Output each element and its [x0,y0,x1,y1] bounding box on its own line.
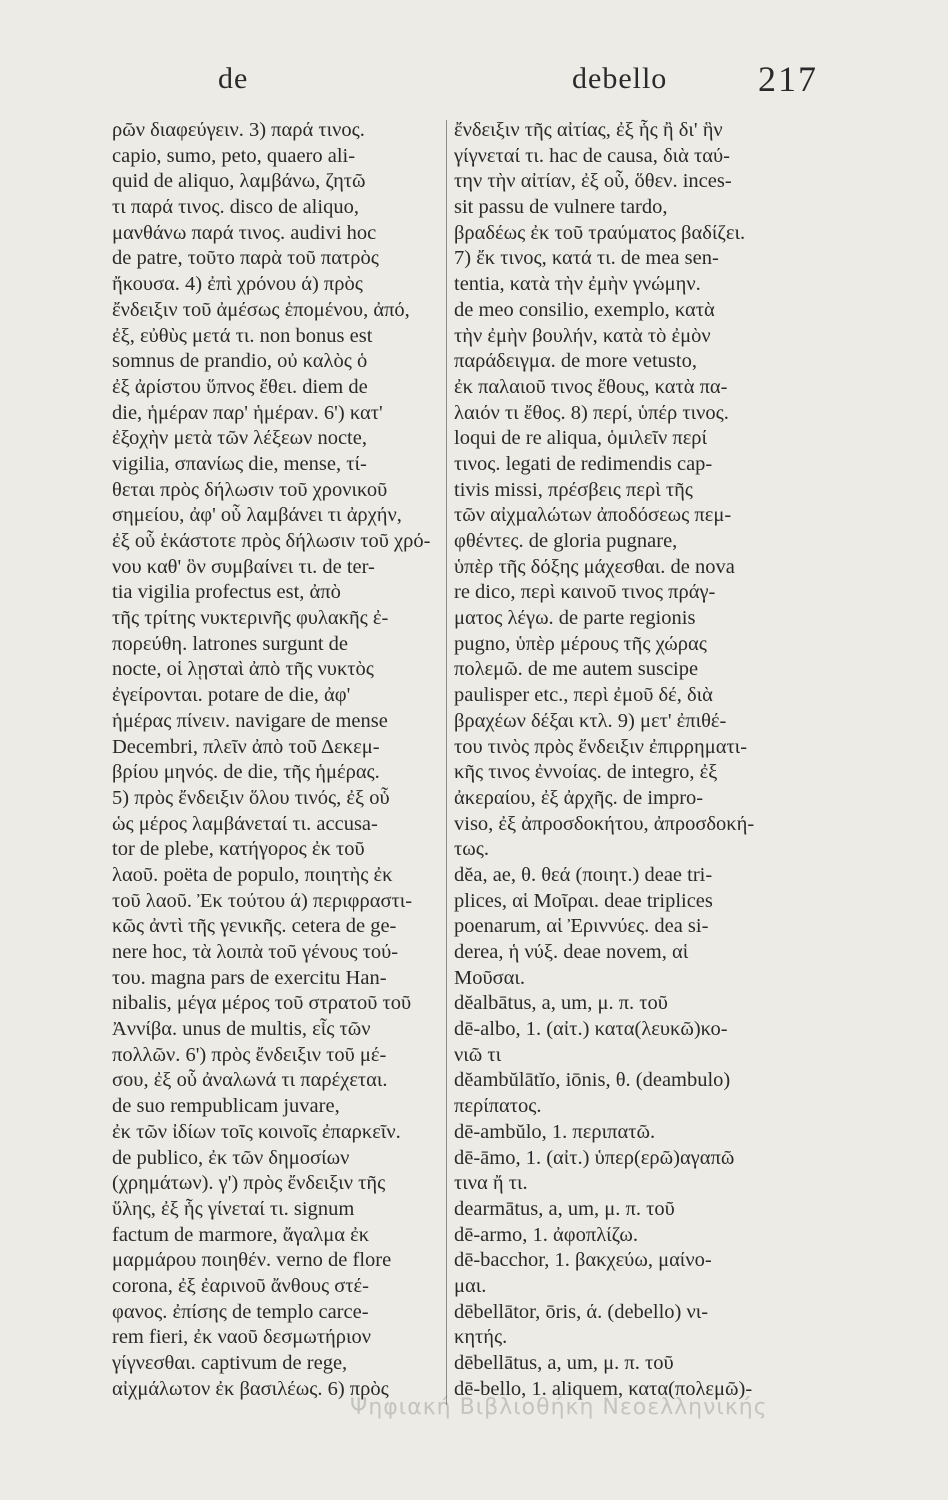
right-column-line: sit passu de vulnere tardo, [454,196,668,219]
right-column-line: πολεμῶ. de me autem suscipe [454,658,699,681]
right-column-line: τινα ἤ τι. [454,1172,528,1195]
right-column-line: Μοῦσαι. [454,966,526,989]
right-column-line: dĕambŭlātĭo, iōnis, θ. (deambulo) [454,1069,731,1092]
left-column-line: λαοῦ. poëta de populo, ποιητὴς ἐκ [112,863,393,886]
left-column-line: de publico, ἐκ τῶν δημοσίων [112,1146,350,1169]
right-column-line: dĕa, ae, θ. θεά (ποιητ.) deae tri- [454,863,713,886]
right-column-line: τὴν ἐμὴν βουλήν, κατὰ τὸ ἐμὸν [454,324,711,347]
left-column-line: ὡς μέρος λαμβάνεταί τι. accusa- [112,812,378,835]
right-guide-word: debello [572,62,668,95]
right-column-line: τῶν αἰχμαλώτων ἀποδόσεως πεμ- [454,504,732,527]
right-column-line: dē-ambŭlo, 1. περιπατῶ. [454,1120,656,1143]
left-column-line: quid de aliquo, λαμβάνω, ζητῶ [112,170,366,193]
column-divider [446,120,447,1405]
left-column-line: ἔνδειξιν τοῦ ἀμέσως ἑπομένου, ἀπό, [112,298,410,321]
left-column-line: τι παρά τινος. disco de aliquo, [112,196,359,219]
right-column-line: λαιόν τι ἔθος. 8) περί, ὑπέρ τινος. [454,401,729,424]
right-column-line: ματος λέγω. de parte regionis [454,607,696,630]
page-number: 217 [758,59,818,99]
library-watermark: Ψηφιακή Βιβλιοθήκη Νεοελληνικής [350,1395,768,1420]
left-column-line: de patre, τοῦτο παρὰ τοῦ πατρὸς [112,247,379,270]
left-column-line: τῆς τρίτης νυκτερινῆς φυλακῆς ἐ- [112,607,389,630]
left-column-line: die, ἡμέραν παρ' ἡμέραν. 6') κατ' [112,401,383,424]
left-column-line: vigilia, σπανίως die, mense, τί- [112,452,367,475]
right-column-line: γίγνεταί τι. hac de causa, διὰ ταύ- [454,144,730,167]
left-column-line: ἡμέρας πίνειν. navigare de mense [112,709,388,732]
left-column-line: σου, ἐξ οὗ ἀναλωνά τι παρέχεται. [112,1069,388,1092]
right-column-line: του τινὸς πρὸς ἔνδειξιν ἐπιρρηματι- [454,735,748,758]
right-column-line: derea, ἡ νύξ. deae novem, αἱ [454,941,689,963]
right-column-line: dē-albo, 1. (αἰτ.) κατα(λευκῶ)κο- [454,1018,728,1041]
left-column-line: nibalis, μέγα μέρος τοῦ στρατοῦ τοῦ [112,992,412,1015]
left-column-line: ὕλης, ἐξ ἧς γίνεταί τι. signum [112,1197,355,1220]
left-column-line: factum de marmore, ἄγαλμα ἐκ [112,1223,370,1246]
right-column-line: φθέντες. de gloria pugnare, [454,530,678,552]
right-column-line: re dico, περὶ καινοῦ τινος πράγ- [454,581,716,604]
left-column-line: de suo rempublicam juvare, [112,1095,340,1118]
left-column-line: σημείου, ἀφ' οὗ λαμβάνει τι ἀρχήν, [112,504,402,527]
right-column-line: dē-bello, 1. aliquem, κατα(πολεμῶ)- [454,1377,753,1400]
left-column-line: βρίου μηνός. de die, τῆς ἡμέρας. [112,761,380,784]
right-column-line: viso, ἐξ ἀπροσδοκήτου, ἀπροσδοκή- [454,812,755,835]
left-column-line: nere hoc, τὰ λοιπὰ τοῦ γένους τού- [112,941,399,963]
left-column-line: φανος. ἐπίσης de templo carce- [112,1300,369,1323]
left-column [112,118,442,1402]
right-column-line: dēbellātus, a, um, μ. π. τοῦ [454,1352,674,1374]
right-column-line: dē-bacchor, 1. βακχεύω, μαίνο- [454,1249,712,1272]
left-column-line: μαρμάρου ποιηθέν. verno de flore [112,1249,392,1272]
right-column-line: tivis missi, πρέσβεις περὶ τῆς [454,478,693,501]
left-column-line: του. magna pars de exercitu Han- [112,966,387,989]
left-column-line: Decembri, πλεῖν ἀπὸ τοῦ Δεκεμ- [112,735,380,758]
right-column-line: ὑπὲρ τῆς δόξης μάχεσθαι. de nova [454,555,735,578]
left-guide-word: de [218,62,249,95]
left-column-line: ἤκουσα. 4) ἐπὶ χρόνου ά) πρὸς [112,273,363,296]
left-column-line: νου καθ' ὃν συμβαίνει τι. de ter- [112,555,375,578]
right-column-line: pugno, ὑπὲρ μέρους τῆς χώρας [454,632,707,655]
left-column-line: ἐξ οὗ ἑκάστοτε πρὸς δήλωσιν τοῦ χρό- [112,530,431,552]
right-column-line: νιῶ τι [454,1043,502,1066]
right-column-line: βραχέων δέξαι κτλ. 9) μετ' ἐπιθέ- [454,709,727,732]
right-column-line: κητής. [454,1326,508,1349]
left-column-line: ρῶν διαφεύγειν. 3) παρά τινος. [112,119,365,141]
left-column-line: κῶς ἀντὶ τῆς γενικῆς. cetera de ge- [112,915,397,938]
left-column-line: tor de plebe, κατήγορος ἐκ τοῦ [112,838,365,861]
running-header [0,58,948,108]
right-column-line: μαι. [454,1274,487,1297]
left-column-line: tia vigilia profectus est, ἀπὸ [112,581,341,604]
left-column-line: 5) πρὸς ἔνδειξιν ὅλου τινός, ἐξ οὗ [112,786,390,809]
left-column-line: αἰχμάλωτον ἐκ βασιλέως. 6) πρὸς [112,1377,389,1400]
left-column-line: πολλῶν. 6') πρὸς ἔνδειξιν τοῦ μέ- [112,1043,387,1066]
left-column-line: μανθάνω παρά τινος. audivi hoc [112,221,377,244]
right-column-line: ἔνδειξιν τῆς αἰτίας, ἐξ ἧς ἢ δι' ἣν [454,119,723,141]
right-column-line: ἀκεραίου, ἐξ ἀρχῆς. de impro- [454,786,704,809]
left-column-line: somnus de prandio, οὐ καλὸς ὁ [112,350,368,373]
right-column-line: loqui de re aliqua, ὁμιλεῖν περί [454,427,708,450]
left-column-line: ἐξοχὴν μετὰ τῶν λέξεων nocte, [112,427,367,450]
right-column-line: dĕalbātus, a, um, μ. π. τοῦ [454,992,668,1015]
right-column-line: dēbellātor, ōris, ά. (debello) νι- [454,1300,709,1323]
left-column-line: τοῦ λαοῦ. Ἐκ τούτου ά) περιφραστι- [112,889,413,912]
right-column-line: τως. [454,838,489,861]
left-column-line: ἐκ τῶν ἰδίων τοῖς κοινοῖς ἐπαρκεῖν. [112,1120,401,1143]
right-column-line: βραδέως ἐκ τοῦ τραύματος βαδίζει. [454,221,746,244]
right-column-line: dē-āmo, 1. (αἰτ.) ὑπερ(ερῶ)αγαπῶ [454,1146,735,1169]
right-column-line: ἐκ παλαιοῦ τινος ἔθους, κατὰ πα- [454,375,728,398]
right-column-line: κῆς τινος ἐννοίας. de integro, ἐξ [454,761,718,784]
right-column-line: παράδειγμα. de more vetusto, [454,350,697,373]
left-column-line: θεται πρὸς δήλωσιν τοῦ χρονικοῦ [112,478,388,501]
left-column-line: capio, sumo, peto, quaero ali- [112,144,356,167]
left-column-line: ἐξ, εὐθὺς μετά τι. non bonus est [112,324,373,347]
left-column-line: nocte, οἱ λῃσταὶ ἀπὸ τῆς νυκτὸς [112,658,374,681]
left-column-line: rem fieri, ἐκ ναοῦ δεσμωτήριον [112,1326,372,1349]
right-column [454,118,832,1402]
right-column-line: dearmātus, a, um, μ. π. τοῦ [454,1197,675,1220]
left-column-line: γίγνεσθαι. captivum de rege, [112,1352,348,1374]
right-column-line: poenarum, αἱ Ἐριννύες. dea si- [454,915,709,938]
left-column-line: (χρημάτων). γ') πρὸς ἔνδειξιν τῆς [112,1172,386,1195]
left-column-line: ἐξ ἀρίστου ὕπνος ἔθει. diem de [112,375,368,398]
left-column-line: ἐγείρονται. potare de die, ἀφ' [112,684,351,707]
right-column-line: περίπατος. [454,1095,542,1118]
right-column-line: de meo consilio, exemplo, κατὰ [454,298,715,321]
right-column-line: plices, αἱ Μοῖραι. deae triplices [454,889,713,912]
left-column-line: corona, ἐξ ἐαρινοῦ ἄνθους στέ- [112,1274,369,1297]
right-column-line: paulisper etc., περὶ ἐμοῦ δέ, διὰ [454,684,713,707]
right-column-line: dē-armo, 1. ἀφοπλίζω. [454,1223,639,1246]
left-column-line: Ἀννίβα. unus de multis, εἷς τῶν [112,1018,371,1041]
right-column-line: 7) ἔκ τινος, κατά τι. de mea sen- [454,247,719,270]
right-column-line: tentia, κατὰ τὴν ἐμὴν γνώμην. [454,273,701,296]
right-column-line: τινος. legati de redimendis cap- [454,452,713,475]
left-column-line: πορεύθη. latrones surgunt de [112,632,349,655]
right-column-line: την τὴν αἰτίαν, ἐξ οὗ, ὅθεν. inces- [454,170,732,193]
